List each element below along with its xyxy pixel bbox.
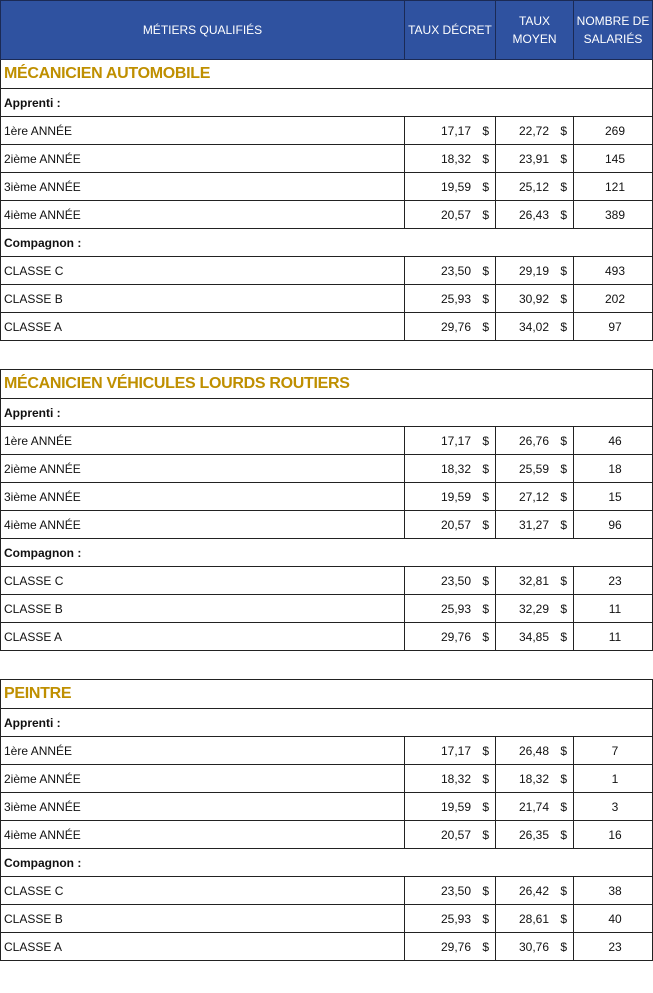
table-row xyxy=(1,933,653,961)
decree-rate-value: 25,93 xyxy=(440,601,471,616)
decree-rate-cell xyxy=(405,595,496,623)
decree-rate-cell xyxy=(405,313,496,341)
decree-rate-value: 29,76 xyxy=(440,629,471,644)
average-rate-value: 26,42 xyxy=(518,883,549,898)
decree-rate-value: 25,93 xyxy=(440,911,471,926)
average-rate-cell xyxy=(496,257,574,285)
section-spacer xyxy=(1,651,653,680)
employee-count: 38 xyxy=(574,877,653,905)
currency-symbol: $ xyxy=(560,771,567,786)
currency-symbol: $ xyxy=(560,489,567,504)
currency-symbol: $ xyxy=(482,629,489,644)
decree-rate-cell xyxy=(405,483,496,511)
group-label: Apprenti : xyxy=(1,399,653,427)
table-row xyxy=(1,201,653,229)
table-row xyxy=(1,313,653,341)
currency-symbol: $ xyxy=(560,799,567,814)
currency-symbol: $ xyxy=(482,827,489,842)
average-rate-cell xyxy=(496,765,574,793)
currency-symbol: $ xyxy=(560,743,567,758)
currency-symbol: $ xyxy=(560,319,567,334)
table-row xyxy=(1,285,653,313)
currency-symbol: $ xyxy=(482,461,489,476)
average-rate-cell xyxy=(496,821,574,849)
average-rate-cell xyxy=(496,201,574,229)
decree-rate-cell xyxy=(405,877,496,905)
average-rate-cell xyxy=(496,427,574,455)
group-label: Apprenti : xyxy=(1,709,653,737)
row-label: 4ième ANNÉE xyxy=(1,821,405,849)
table-row xyxy=(1,117,653,145)
employee-count: 3 xyxy=(574,793,653,821)
section-title: PEINTRE xyxy=(1,680,653,709)
average-rate-value: 28,61 xyxy=(518,911,549,926)
decree-rate-cell xyxy=(405,793,496,821)
table-row xyxy=(1,427,653,455)
currency-symbol: $ xyxy=(482,319,489,334)
decree-rate-cell xyxy=(405,821,496,849)
currency-symbol: $ xyxy=(560,629,567,644)
table-row xyxy=(1,737,653,765)
decree-rate-cell xyxy=(405,511,496,539)
header-average-rate: TAUX MOYEN xyxy=(496,1,574,60)
currency-symbol: $ xyxy=(560,461,567,476)
row-label: CLASSE B xyxy=(1,285,405,313)
decree-rate-cell xyxy=(405,201,496,229)
row-label: 3ième ANNÉE xyxy=(1,173,405,201)
decree-rate-cell xyxy=(405,933,496,961)
group-label-row xyxy=(1,709,653,737)
table-row xyxy=(1,455,653,483)
average-rate-value: 30,92 xyxy=(518,291,549,306)
table-row xyxy=(1,877,653,905)
currency-symbol: $ xyxy=(482,743,489,758)
average-rate-cell xyxy=(496,737,574,765)
table-row xyxy=(1,595,653,623)
table-body xyxy=(1,60,653,961)
currency-symbol: $ xyxy=(560,939,567,954)
employee-count: 11 xyxy=(574,595,653,623)
row-label: 4ième ANNÉE xyxy=(1,511,405,539)
decree-rate-value: 19,59 xyxy=(440,489,471,504)
currency-symbol: $ xyxy=(560,207,567,222)
table-row xyxy=(1,257,653,285)
average-rate-cell xyxy=(496,483,574,511)
currency-symbol: $ xyxy=(560,827,567,842)
currency-symbol: $ xyxy=(482,601,489,616)
employee-count: 46 xyxy=(574,427,653,455)
group-label-row xyxy=(1,539,653,567)
decree-rate-value: 17,17 xyxy=(440,743,471,758)
table-row xyxy=(1,905,653,933)
group-label-row xyxy=(1,89,653,117)
average-rate-value: 29,19 xyxy=(518,263,549,278)
currency-symbol: $ xyxy=(560,151,567,166)
section-title-row xyxy=(1,60,653,89)
table-row xyxy=(1,821,653,849)
decree-rate-cell xyxy=(405,427,496,455)
decree-rate-value: 29,76 xyxy=(440,939,471,954)
currency-symbol: $ xyxy=(482,799,489,814)
header-decree-rate: TAUX DÉCRET xyxy=(405,1,496,60)
average-rate-cell xyxy=(496,511,574,539)
currency-symbol: $ xyxy=(482,939,489,954)
row-label: CLASSE B xyxy=(1,905,405,933)
average-rate-value: 26,35 xyxy=(518,827,549,842)
row-label: 4ième ANNÉE xyxy=(1,201,405,229)
average-rate-value: 25,12 xyxy=(518,179,549,194)
currency-symbol: $ xyxy=(482,911,489,926)
row-label: 2ième ANNÉE xyxy=(1,145,405,173)
header-employee-count: NOMBRE DE SALARIÉS xyxy=(574,1,653,60)
row-label: 1ère ANNÉE xyxy=(1,117,405,145)
row-label: CLASSE A xyxy=(1,313,405,341)
average-rate-value: 34,02 xyxy=(518,319,549,334)
row-label: CLASSE C xyxy=(1,567,405,595)
group-label-row xyxy=(1,229,653,257)
decree-rate-value: 23,50 xyxy=(440,263,471,278)
average-rate-cell xyxy=(496,933,574,961)
currency-symbol: $ xyxy=(560,179,567,194)
currency-symbol: $ xyxy=(482,263,489,278)
currency-symbol: $ xyxy=(560,123,567,138)
currency-symbol: $ xyxy=(560,263,567,278)
average-rate-cell xyxy=(496,117,574,145)
currency-symbol: $ xyxy=(482,123,489,138)
row-label: CLASSE C xyxy=(1,257,405,285)
currency-symbol: $ xyxy=(482,433,489,448)
decree-rate-value: 23,50 xyxy=(440,883,471,898)
average-rate-cell xyxy=(496,567,574,595)
employee-count: 96 xyxy=(574,511,653,539)
table-row xyxy=(1,483,653,511)
decree-rate-cell xyxy=(405,455,496,483)
decree-rate-cell xyxy=(405,145,496,173)
row-label: 1ère ANNÉE xyxy=(1,427,405,455)
decree-rate-value: 20,57 xyxy=(440,207,471,222)
average-rate-cell xyxy=(496,905,574,933)
average-rate-value: 32,29 xyxy=(518,601,549,616)
row-label: CLASSE B xyxy=(1,595,405,623)
decree-rate-value: 20,57 xyxy=(440,517,471,532)
average-rate-value: 21,74 xyxy=(518,799,549,814)
currency-symbol: $ xyxy=(560,433,567,448)
decree-rate-cell xyxy=(405,117,496,145)
decree-rate-value: 19,59 xyxy=(440,179,471,194)
group-label: Compagnon : xyxy=(1,229,653,257)
section-title: MÉCANICIEN VÉHICULES LOURDS ROUTIERS xyxy=(1,370,653,399)
decree-rate-value: 25,93 xyxy=(440,291,471,306)
decree-rate-value: 18,32 xyxy=(440,461,471,476)
employee-count: 389 xyxy=(574,201,653,229)
section-title: MÉCANICIEN AUTOMOBILE xyxy=(1,60,653,89)
decree-rate-cell xyxy=(405,905,496,933)
average-rate-cell xyxy=(496,173,574,201)
decree-rate-cell xyxy=(405,285,496,313)
group-label-row xyxy=(1,399,653,427)
average-rate-value: 26,48 xyxy=(518,743,549,758)
currency-symbol: $ xyxy=(482,489,489,504)
currency-symbol: $ xyxy=(482,179,489,194)
table-row xyxy=(1,511,653,539)
decree-rate-cell xyxy=(405,623,496,651)
average-rate-value: 26,76 xyxy=(518,433,549,448)
employee-count: 7 xyxy=(574,737,653,765)
average-rate-cell xyxy=(496,595,574,623)
employee-count: 97 xyxy=(574,313,653,341)
currency-symbol: $ xyxy=(482,291,489,306)
average-rate-value: 25,59 xyxy=(518,461,549,476)
currency-symbol: $ xyxy=(560,291,567,306)
section-title-row xyxy=(1,370,653,399)
decree-rate-value: 17,17 xyxy=(440,433,471,448)
employee-count: 16 xyxy=(574,821,653,849)
currency-symbol: $ xyxy=(560,573,567,588)
average-rate-value: 22,72 xyxy=(518,123,549,138)
employee-count: 202 xyxy=(574,285,653,313)
spacer-cell xyxy=(1,651,653,680)
employee-count: 23 xyxy=(574,567,653,595)
group-label: Apprenti : xyxy=(1,89,653,117)
currency-symbol: $ xyxy=(560,517,567,532)
currency-symbol: $ xyxy=(482,517,489,532)
average-rate-value: 32,81 xyxy=(518,573,549,588)
table-row xyxy=(1,145,653,173)
average-rate-value: 30,76 xyxy=(518,939,549,954)
spacer-cell xyxy=(1,341,653,370)
table-header xyxy=(1,1,653,60)
table-row xyxy=(1,793,653,821)
average-rate-value: 23,91 xyxy=(518,151,549,166)
average-rate-value: 31,27 xyxy=(518,517,549,532)
group-label: Compagnon : xyxy=(1,539,653,567)
average-rate-value: 18,32 xyxy=(518,771,549,786)
employee-count: 145 xyxy=(574,145,653,173)
employee-count: 23 xyxy=(574,933,653,961)
average-rate-cell xyxy=(496,455,574,483)
decree-rate-value: 18,32 xyxy=(440,771,471,786)
average-rate-cell xyxy=(496,145,574,173)
decree-rate-cell xyxy=(405,173,496,201)
decree-rate-value: 23,50 xyxy=(440,573,471,588)
average-rate-value: 26,43 xyxy=(518,207,549,222)
table-row xyxy=(1,765,653,793)
average-rate-cell xyxy=(496,285,574,313)
row-label: 1ère ANNÉE xyxy=(1,737,405,765)
row-label: CLASSE A xyxy=(1,933,405,961)
currency-symbol: $ xyxy=(560,883,567,898)
decree-rate-cell xyxy=(405,765,496,793)
currency-symbol: $ xyxy=(482,207,489,222)
section-spacer xyxy=(1,341,653,370)
currency-symbol: $ xyxy=(560,601,567,616)
row-label: 3ième ANNÉE xyxy=(1,483,405,511)
decree-rate-cell xyxy=(405,567,496,595)
employee-count: 493 xyxy=(574,257,653,285)
table-row xyxy=(1,623,653,651)
average-rate-cell xyxy=(496,313,574,341)
employee-count: 121 xyxy=(574,173,653,201)
decree-rate-value: 19,59 xyxy=(440,799,471,814)
average-rate-cell xyxy=(496,793,574,821)
decree-rate-cell xyxy=(405,257,496,285)
decree-rate-value: 20,57 xyxy=(440,827,471,842)
employee-count: 18 xyxy=(574,455,653,483)
row-label: CLASSE A xyxy=(1,623,405,651)
average-rate-cell xyxy=(496,877,574,905)
average-rate-cell xyxy=(496,623,574,651)
decree-rate-value: 29,76 xyxy=(440,319,471,334)
currency-symbol: $ xyxy=(560,911,567,926)
row-label: 2ième ANNÉE xyxy=(1,765,405,793)
currency-symbol: $ xyxy=(482,151,489,166)
table-row xyxy=(1,173,653,201)
employee-count: 1 xyxy=(574,765,653,793)
employee-count: 15 xyxy=(574,483,653,511)
average-rate-value: 27,12 xyxy=(518,489,549,504)
row-label: 3ième ANNÉE xyxy=(1,793,405,821)
currency-symbol: $ xyxy=(482,883,489,898)
decree-rate-value: 18,32 xyxy=(440,151,471,166)
table-row xyxy=(1,567,653,595)
row-label: 2ième ANNÉE xyxy=(1,455,405,483)
currency-symbol: $ xyxy=(482,771,489,786)
group-label: Compagnon : xyxy=(1,849,653,877)
section-title-row xyxy=(1,680,653,709)
employee-count: 269 xyxy=(574,117,653,145)
group-label-row xyxy=(1,849,653,877)
decree-rate-cell xyxy=(405,737,496,765)
employee-count: 11 xyxy=(574,623,653,651)
row-label: CLASSE C xyxy=(1,877,405,905)
average-rate-value: 34,85 xyxy=(518,629,549,644)
header-trades: MÉTIERS QUALIFIÉS xyxy=(1,1,405,60)
currency-symbol: $ xyxy=(482,573,489,588)
employee-count: 40 xyxy=(574,905,653,933)
decree-rate-value: 17,17 xyxy=(440,123,471,138)
